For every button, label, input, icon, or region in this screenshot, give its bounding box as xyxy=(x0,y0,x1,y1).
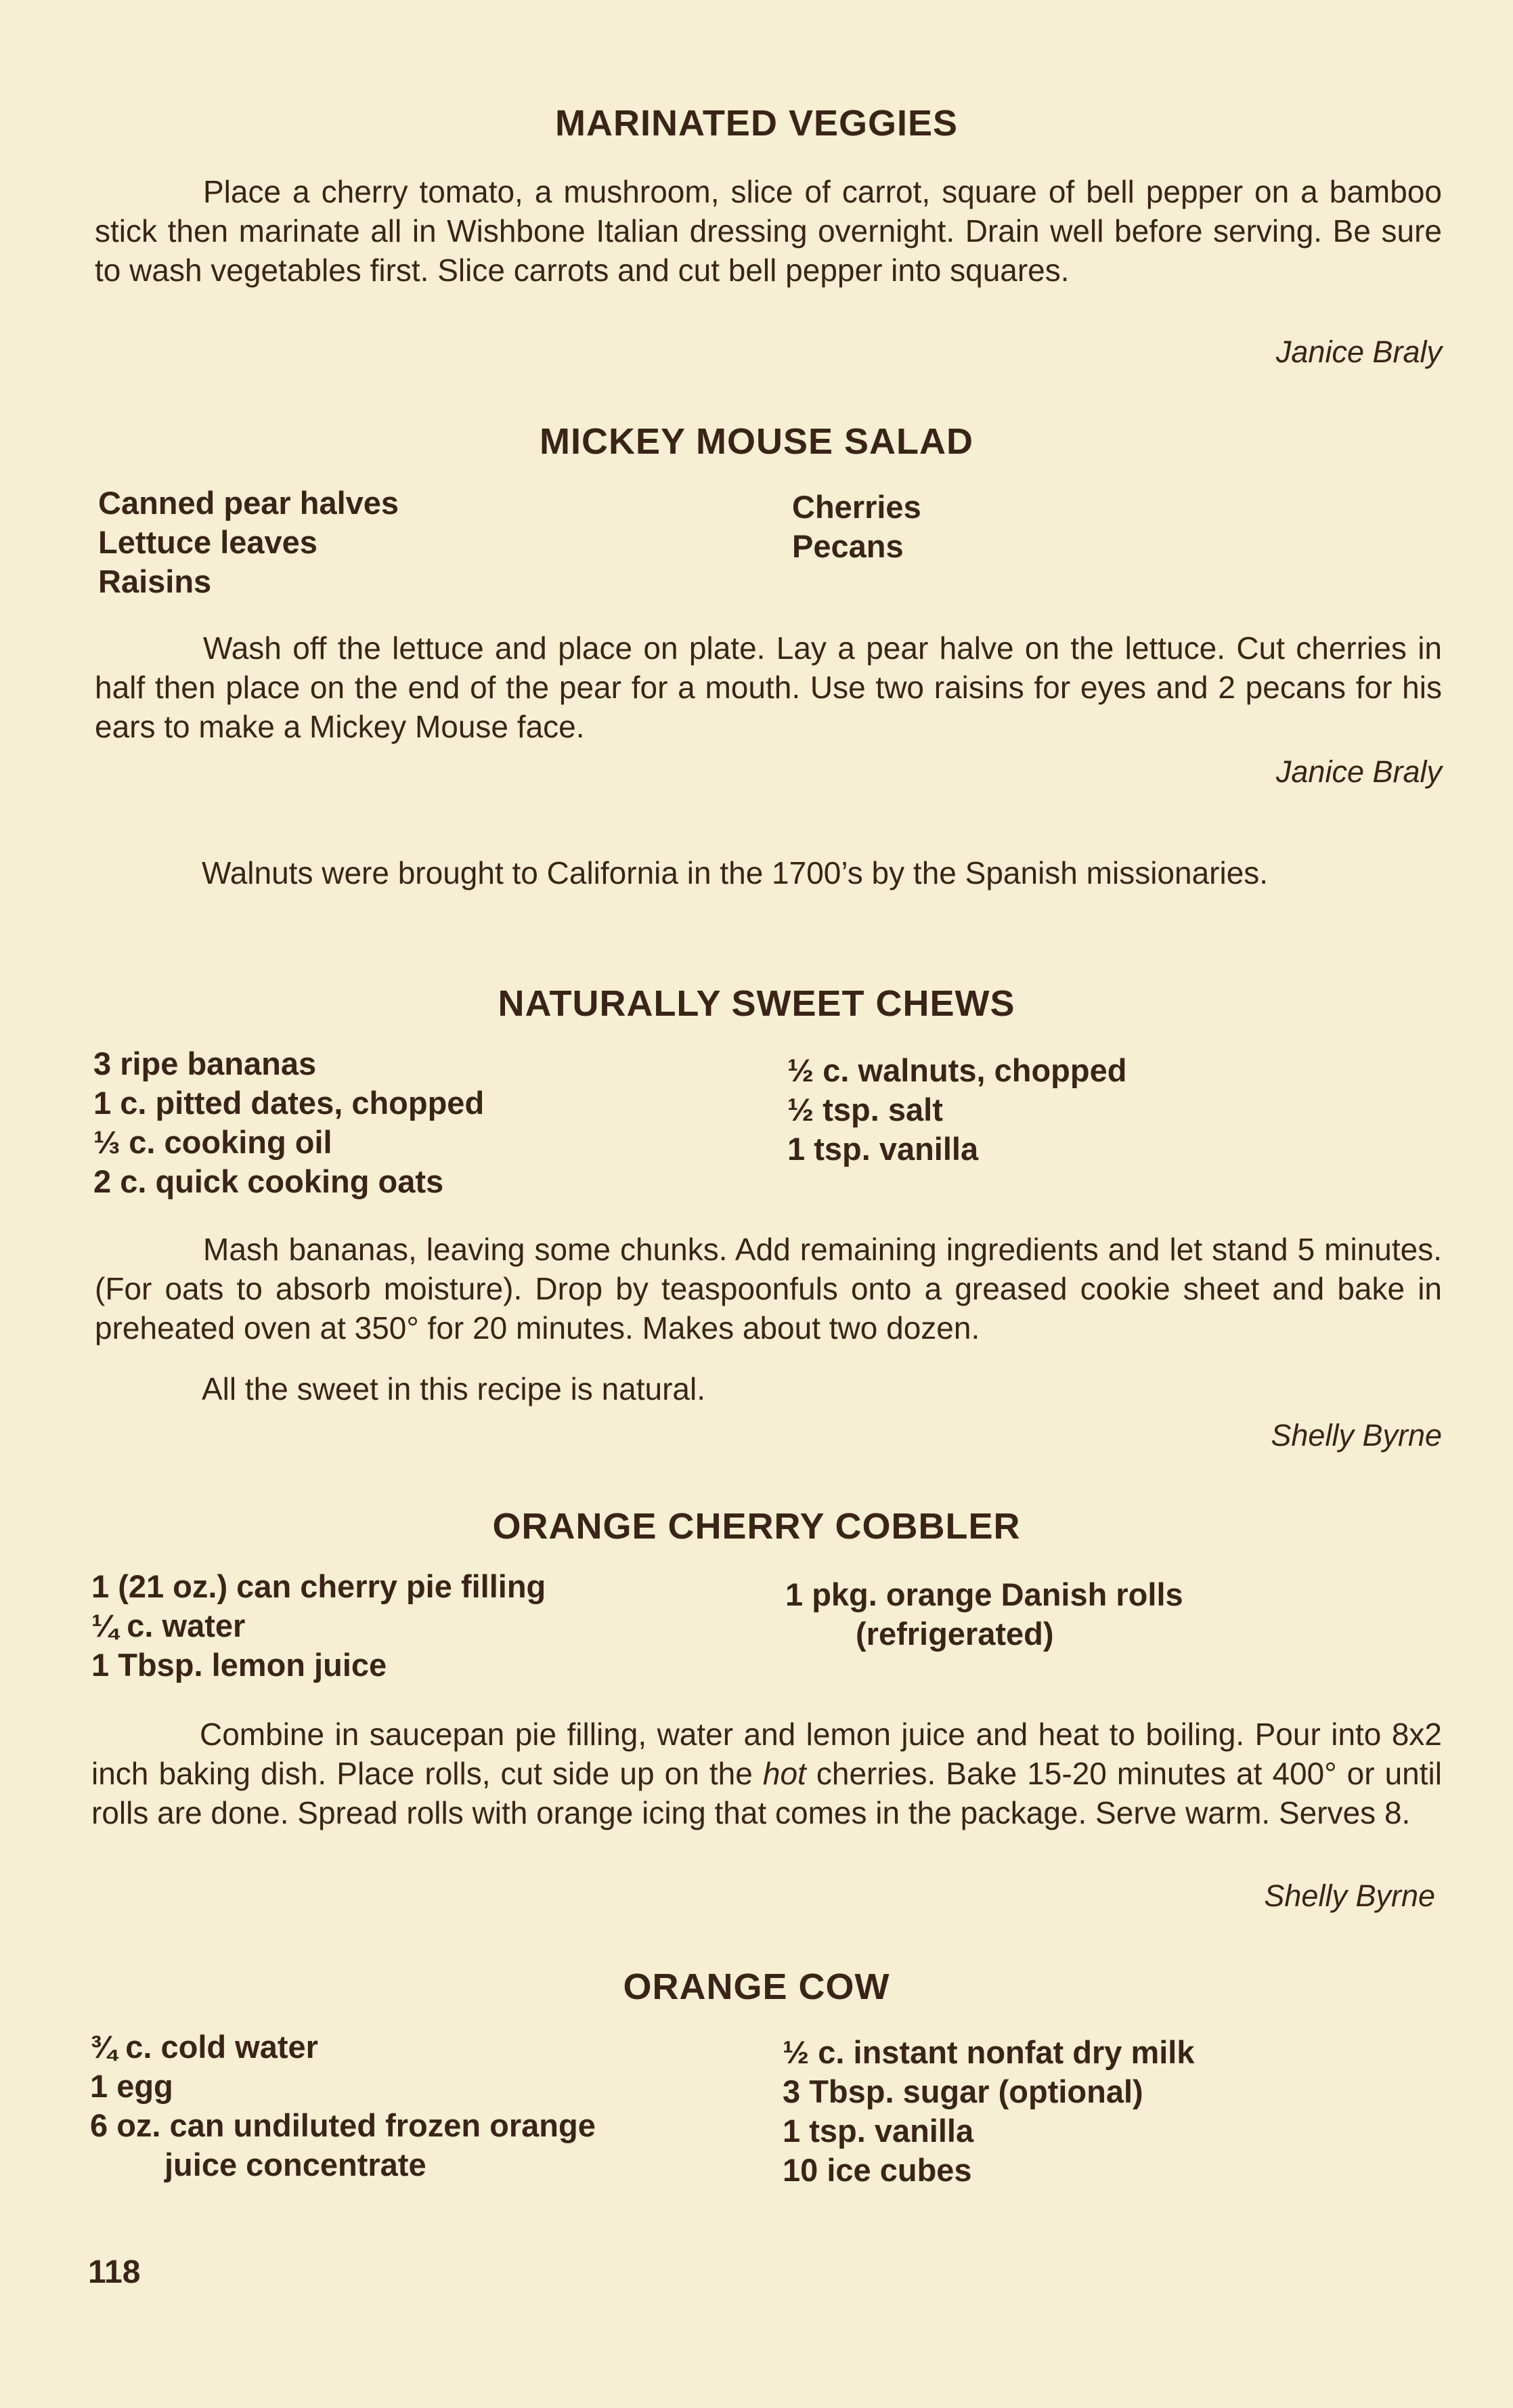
ingredient-list-left xyxy=(91,1567,546,1685)
ingredient-list-left xyxy=(90,2027,596,2185)
recipe-title-orange-cow: ORANGE COW xyxy=(623,1966,890,2007)
ingredient-item: Pecans xyxy=(792,528,904,564)
ingredient-item: ½ c. instant nonfat dry milk xyxy=(783,2034,1195,2070)
ingredient-item: 1 egg xyxy=(90,2068,173,2104)
ingredient-item: 1 (21 oz.) can cherry pie filling xyxy=(91,1568,546,1604)
recipe-directions-orange-cherry-cobbler xyxy=(91,1715,1442,1832)
emphasis-hot: hot xyxy=(762,1756,806,1791)
page-number: 118 xyxy=(88,2254,141,2290)
ingredient-list-left xyxy=(98,483,399,601)
ingredient-item: (refrigerated) xyxy=(856,1616,1054,1652)
recipe-author-mickey-mouse-salad: Janice Braly xyxy=(1275,754,1442,789)
ingredient-item: 1 Tbsp. lemon juice xyxy=(91,1647,387,1683)
ingredient-item: 3 Tbsp. sugar (optional) xyxy=(783,2073,1143,2109)
recipe-author-naturally-sweet-chews: Shelly Byrne xyxy=(1271,1418,1442,1453)
ingredient-item: 2 c. quick cooking oats xyxy=(93,1163,444,1199)
recipe-title-orange-cherry-cobbler: ORANGE CHERRY COBBLER xyxy=(492,1506,1021,1547)
recipe-title-naturally-sweet-chews: NATURALLY SWEET CHEWS xyxy=(498,983,1015,1024)
ingredient-item: 6 oz. can undiluted frozen orange xyxy=(90,2107,596,2143)
ingredient-item: juice concentrate xyxy=(165,2147,426,2183)
ingredient-item: 1 tsp. vanilla xyxy=(783,2113,974,2149)
recipe-directions-mickey-mouse-salad: Wash off the lettuce and place on plate. Lay a pear halve on the lettuce. Cut cherries in half then place on the end of the pear for a mouth. Use two raisins for eyes and 2 pecans for his ears to make a Mickey Mouse face. xyxy=(95,630,1442,744)
recipe-title-mickey-mouse-salad: MICKEY MOUSE SALAD xyxy=(539,421,974,462)
ingredient-item: 1 c. pitted dates, chopped xyxy=(93,1085,485,1121)
ingredient-item: 3 ripe bananas xyxy=(93,1046,317,1081)
ingredient-item: Raisins xyxy=(98,563,212,599)
recipe-directions-naturally-sweet-chews: Mash bananas, leaving some chunks. Add remaining ingredients and let stand 5 minutes. (For oats to absorb moisture). Drop by teaspoonfuls onto a greased cookie sheet and bake in preheated oven at 350° for 20 minutes. Makes about two dozen. xyxy=(95,1232,1442,1346)
ingredient-list-right xyxy=(783,2033,1195,2190)
ingredient-item: ¾ c. cold water xyxy=(90,2029,318,2065)
ingredient-list-right xyxy=(792,488,921,566)
ingredient-item: Lettuce leaves xyxy=(98,524,317,560)
ingredient-item: Canned pear halves xyxy=(98,485,399,521)
directions-text: cherries. Bake 15-20 minutes at 400° or until rolls are done. Spread rolls with orange icing that comes in the package. Serve warm. Serves 8. xyxy=(91,1756,1442,1830)
ingredient-item: ½ tsp. salt xyxy=(787,1092,943,1127)
recipe-title-marinated-veggies: MARINATED VEGGIES xyxy=(554,103,959,144)
ingredient-list-left xyxy=(93,1044,484,1201)
ingredient-list-right xyxy=(785,1575,1183,1654)
ingredient-item: 10 ice cubes xyxy=(783,2152,972,2188)
ingredient-item: 1 pkg. orange Danish rolls xyxy=(785,1576,1183,1612)
directions-text: Combine in saucepan pie filling, water and lemon juice and heat to boiling. Pour into 8x2 inch baking dish. Place rolls, cut side up on the xyxy=(91,1717,1442,1791)
recipe-directions-marinated-veggies: Place a cherry tomato, a mushroom, slice of carrot, square of bell pepper on a bamboo stick then marinate all in Wishbone Italian dressing overnight. Drain well before serving. Be sure to wash vegetables first. Slice carrots and cut bell pepper into squares. xyxy=(95,174,1442,288)
ingredient-item: ¼ c. water xyxy=(91,1608,246,1643)
ingredient-item: ⅓ c. cooking oil xyxy=(93,1124,332,1160)
ingredient-item: ½ c. walnuts, chopped xyxy=(787,1052,1127,1088)
walnut-trivia-note: Walnuts were brought to California in the 1700’s by the Spanish missionaries. xyxy=(202,855,1269,890)
ingredient-item: Cherries xyxy=(792,489,921,525)
recipe-note-naturally-sweet-chews: All the sweet in this recipe is natural. xyxy=(202,1371,706,1406)
ingredient-item: 1 tsp. vanilla xyxy=(787,1131,979,1167)
recipe-author-marinated-veggies: Janice Braly xyxy=(1275,335,1442,369)
recipe-author-orange-cherry-cobbler: Shelly Byrne xyxy=(1264,1878,1435,1913)
ingredient-list-right xyxy=(787,1051,1126,1169)
